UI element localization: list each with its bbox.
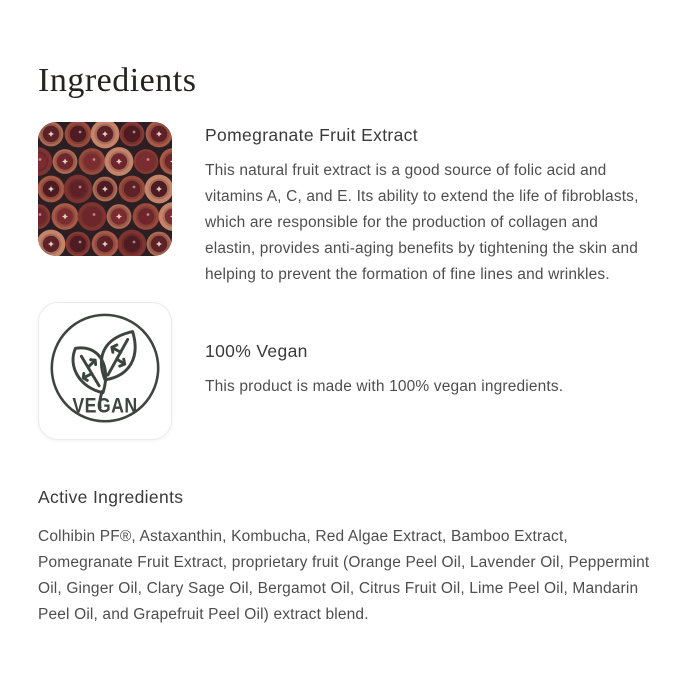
- vegan-text-column: [205, 302, 650, 400]
- vegan-badge: [38, 302, 172, 440]
- ingredient-heading: Pomegranate Fruit Extract: [205, 125, 418, 145]
- vegan-heading: 100% Vegan: [205, 341, 308, 361]
- vegan-description: This product is made with 100% vegan ingredients.: [205, 378, 564, 395]
- ingredient-row-vegan: [38, 302, 650, 440]
- page-title: Ingredients: [38, 62, 197, 99]
- pomegranate-image: [38, 122, 172, 256]
- ingredient-row-pomegranate: [38, 122, 650, 288]
- active-ingredients-heading: Active Ingredients: [38, 487, 184, 507]
- ingredient-text-column: [205, 122, 650, 288]
- vegan-leaves-icon: [39, 304, 171, 438]
- pomegranate-photo-illustration: [38, 122, 172, 256]
- active-ingredients-list: Colhibin PF®, Astaxanthin, Kombucha, Red Algae Extract, Bamboo Extract, Pomegranate Fruit Extract, proprietary fruit (Orange Peel Oil, Lavender Oil, Peppermint Oil, Ginger Oil, Clary Sage Oil, Bergamot Oil, Citrus Fruit Oil, Lime Peel Oil, Mandarin Peel Oil, and Grapefruit Peel Oil) extract blend.: [38, 528, 650, 623]
- ingredient-description: This natural fruit extract is a good source of folic acid and vitamins A, C, and E. Its ability to extend the life of fibroblasts, which are responsible for the production of collagen and elastin, provides anti-aging benefits by tightening the skin and helping to prevent the formation of fine lines and wrinkles.: [205, 162, 639, 283]
- vegan-badge-label: VEGAN: [72, 393, 138, 418]
- active-ingredients-section: [38, 486, 650, 628]
